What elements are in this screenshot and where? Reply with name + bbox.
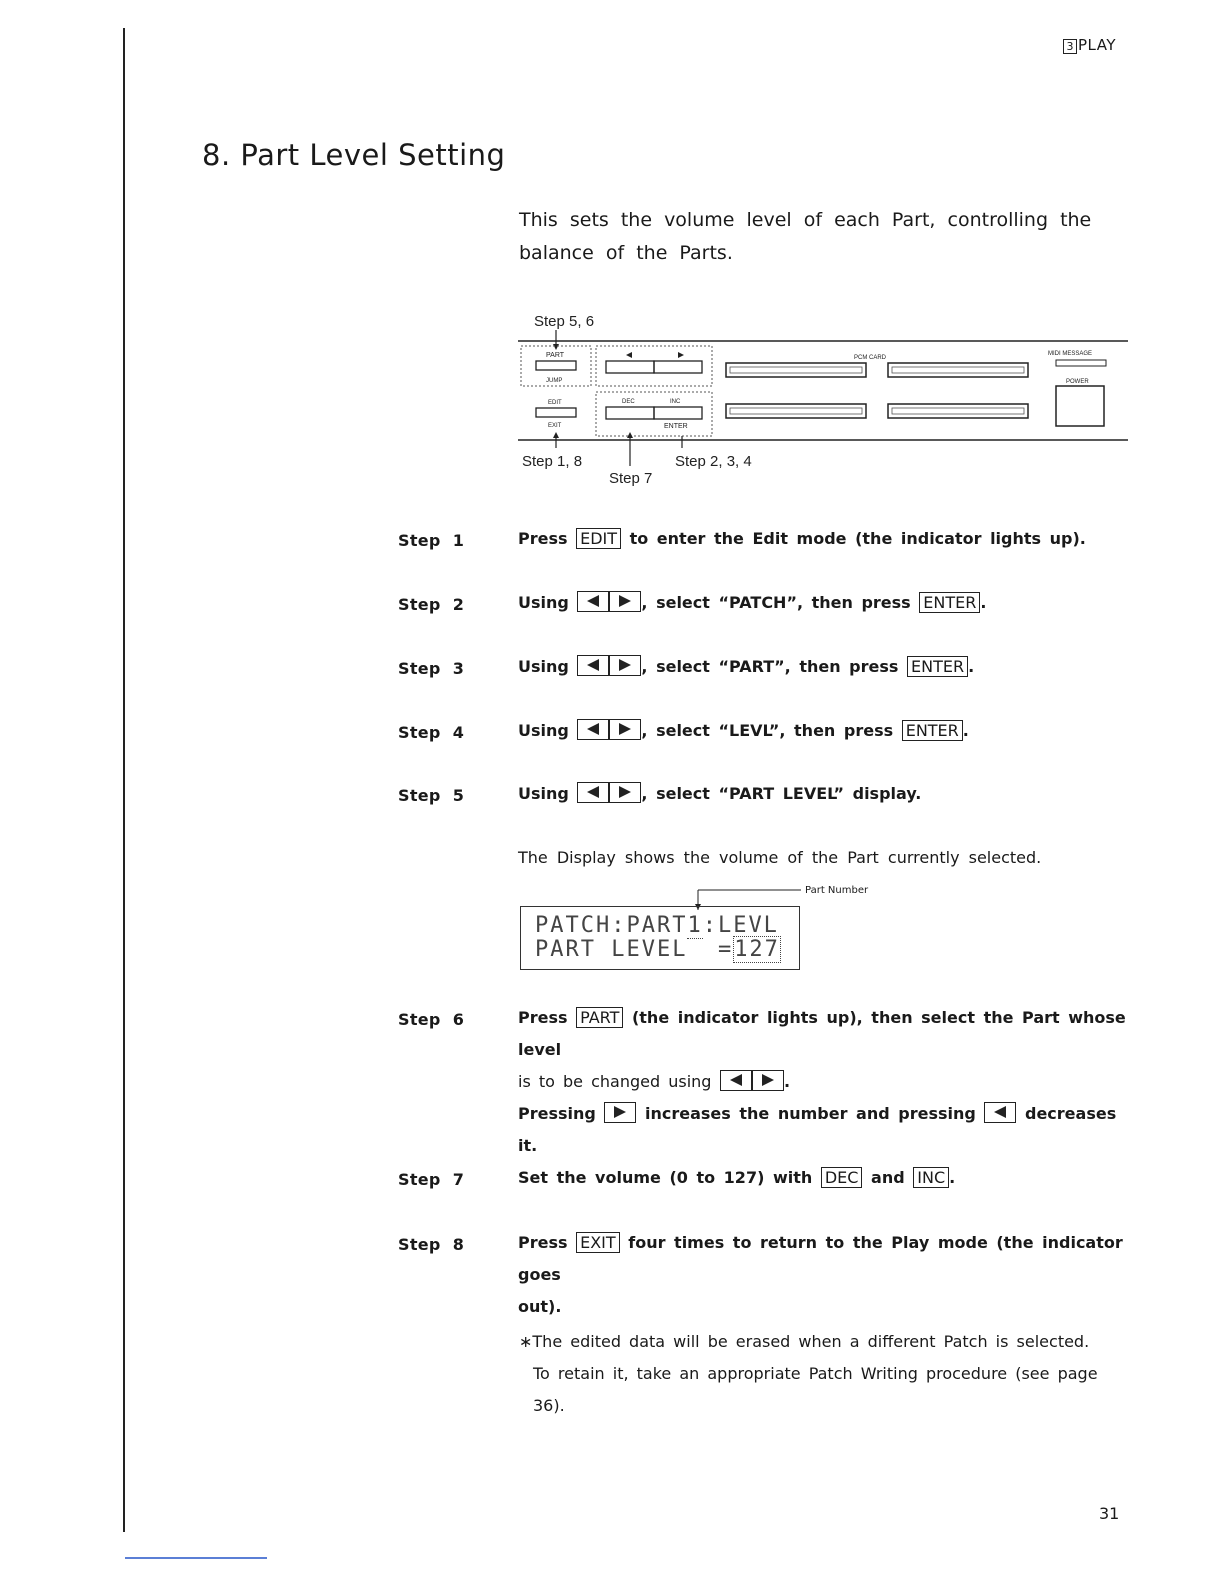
part-key: PART: [576, 1007, 623, 1028]
enter-key: ENTER: [902, 720, 963, 741]
lcd-display: [520, 906, 800, 970]
enter-label: ENTER: [664, 423, 688, 430]
edit-label: EDIT: [548, 400, 562, 406]
left-key-icon: [984, 1102, 1016, 1123]
step-1-label: Step 1: [398, 531, 465, 550]
left-key-icon: [577, 782, 609, 803]
left-key-icon: [577, 655, 609, 676]
edit-key: EDIT: [576, 528, 621, 549]
inc-key: INC: [913, 1167, 949, 1188]
front-panel-diagram: [518, 308, 1130, 494]
enter-key: ENTER: [919, 592, 980, 613]
midi-indicator: [1056, 360, 1106, 366]
right-key-icon: [609, 782, 641, 803]
midi-message-label: MIDI MESSAGE: [1048, 351, 1093, 357]
margin-rule: [123, 28, 125, 1532]
left-key-icon: [577, 591, 609, 612]
right-key-icon: [609, 591, 641, 612]
left-key-icon: [720, 1070, 752, 1091]
step-4-label: Step 4: [398, 723, 465, 742]
pcm-card-slot-1: [726, 363, 866, 377]
dec-button[interactable]: [606, 407, 654, 419]
pcm-card-slot-2: [888, 363, 1028, 377]
callout-step-1-8: Step 1, 8: [522, 453, 583, 470]
pcm-card-slot-3: [726, 404, 866, 418]
dec-key: DEC: [821, 1167, 863, 1188]
part-number-callout: Part Number: [805, 885, 869, 896]
lcd-figure: [518, 880, 918, 976]
callout-step-5-6: Step 5, 6: [534, 313, 595, 330]
edit-button[interactable]: [536, 408, 576, 417]
step-7-text: Set the volume (0 to 127) with DEC and INC .: [518, 1168, 956, 1187]
step-2-label: Step 2: [398, 595, 465, 614]
lcd-level-value: 127: [734, 937, 780, 962]
inc-label: INC: [670, 399, 681, 405]
step-3-label: Step 3: [398, 659, 465, 678]
right-key-icon: [609, 655, 641, 676]
chapter-header: [1063, 36, 1116, 54]
step-7-label: Step 7: [398, 1170, 465, 1189]
left-arrow-icon: [626, 352, 632, 358]
step-8-text: Press EXIT four times to return to the Play mode (the indicator goes out).: [518, 1233, 1123, 1316]
step-5-label: Step 5: [398, 786, 465, 805]
jump-label: JUMP: [546, 378, 563, 384]
step-1-text: Press EDIT to enter the Edit mode (the indicator lights up).: [518, 529, 1086, 548]
step-3-text: Using , select “PART”, then press ENTER .: [518, 657, 975, 676]
step-2-text: Using , select “PATCH”, then press ENTER .: [518, 593, 987, 612]
lcd-line1-c: :LEVL: [702, 913, 779, 938]
lcd-line2-a: PART LEVEL =: [535, 937, 734, 962]
step-6-label: Step 6: [398, 1010, 465, 1029]
step-4-text: Using , select “LEVL”, then press ENTER .: [518, 721, 969, 740]
right-key-icon: [604, 1102, 636, 1123]
pcm-card-slot-4: [888, 404, 1028, 418]
part-label: PART: [546, 352, 565, 359]
dec-label: DEC: [622, 399, 635, 405]
note-paragraph: ∗The edited data will be erased when a different Patch is selected. To retain it, take an appropriate Patch Writing procedure (see page 36).: [519, 1332, 1098, 1415]
right-key-icon: [752, 1070, 784, 1091]
enter-key: ENTER: [907, 656, 968, 677]
page-number: 31: [1099, 1504, 1120, 1523]
section-title: 8. Part Level Setting: [202, 138, 506, 172]
step-6-text: Press PART (the indicator lights up), then select the Part whose level is to be changed using .: [518, 1008, 1126, 1091]
left-key-icon: [577, 719, 609, 740]
callout-step-2-3-4: Step 2, 3, 4: [675, 453, 752, 470]
chapter-label: PLAY: [1077, 36, 1116, 54]
bottom-rule: [125, 1557, 267, 1559]
right-arrow-icon: [678, 352, 684, 358]
step-5-text: Using , select “PART LEVEL” display.: [518, 784, 922, 803]
power-button[interactable]: [1056, 386, 1104, 426]
left-cursor-button[interactable]: [606, 361, 654, 373]
exit-key: EXIT: [576, 1232, 620, 1253]
lcd-part-number: 1: [687, 913, 703, 938]
power-label: POWER: [1066, 379, 1089, 385]
right-key-icon: [609, 719, 641, 740]
pressing-text: Pressing increases the number and pressing decreases it.: [518, 1104, 1117, 1155]
lcd-line1-a: PATCH:PART: [535, 913, 688, 938]
display-intro: The Display shows the volume of the Part currently selected.: [518, 848, 1042, 867]
right-cursor-button[interactable]: [654, 361, 702, 373]
step-8-label: Step 8: [398, 1235, 465, 1254]
inc-button[interactable]: [654, 407, 702, 419]
pcm-card-label: PCM CARD: [854, 355, 887, 361]
callout-step-7: Step 7: [609, 470, 653, 487]
chapter-number: 3: [1063, 39, 1077, 54]
intro-paragraph: This sets the volume level of each Part, controlling the balance of the Parts.: [519, 209, 1092, 264]
part-button[interactable]: [536, 361, 576, 370]
exit-label: EXIT: [548, 423, 562, 429]
